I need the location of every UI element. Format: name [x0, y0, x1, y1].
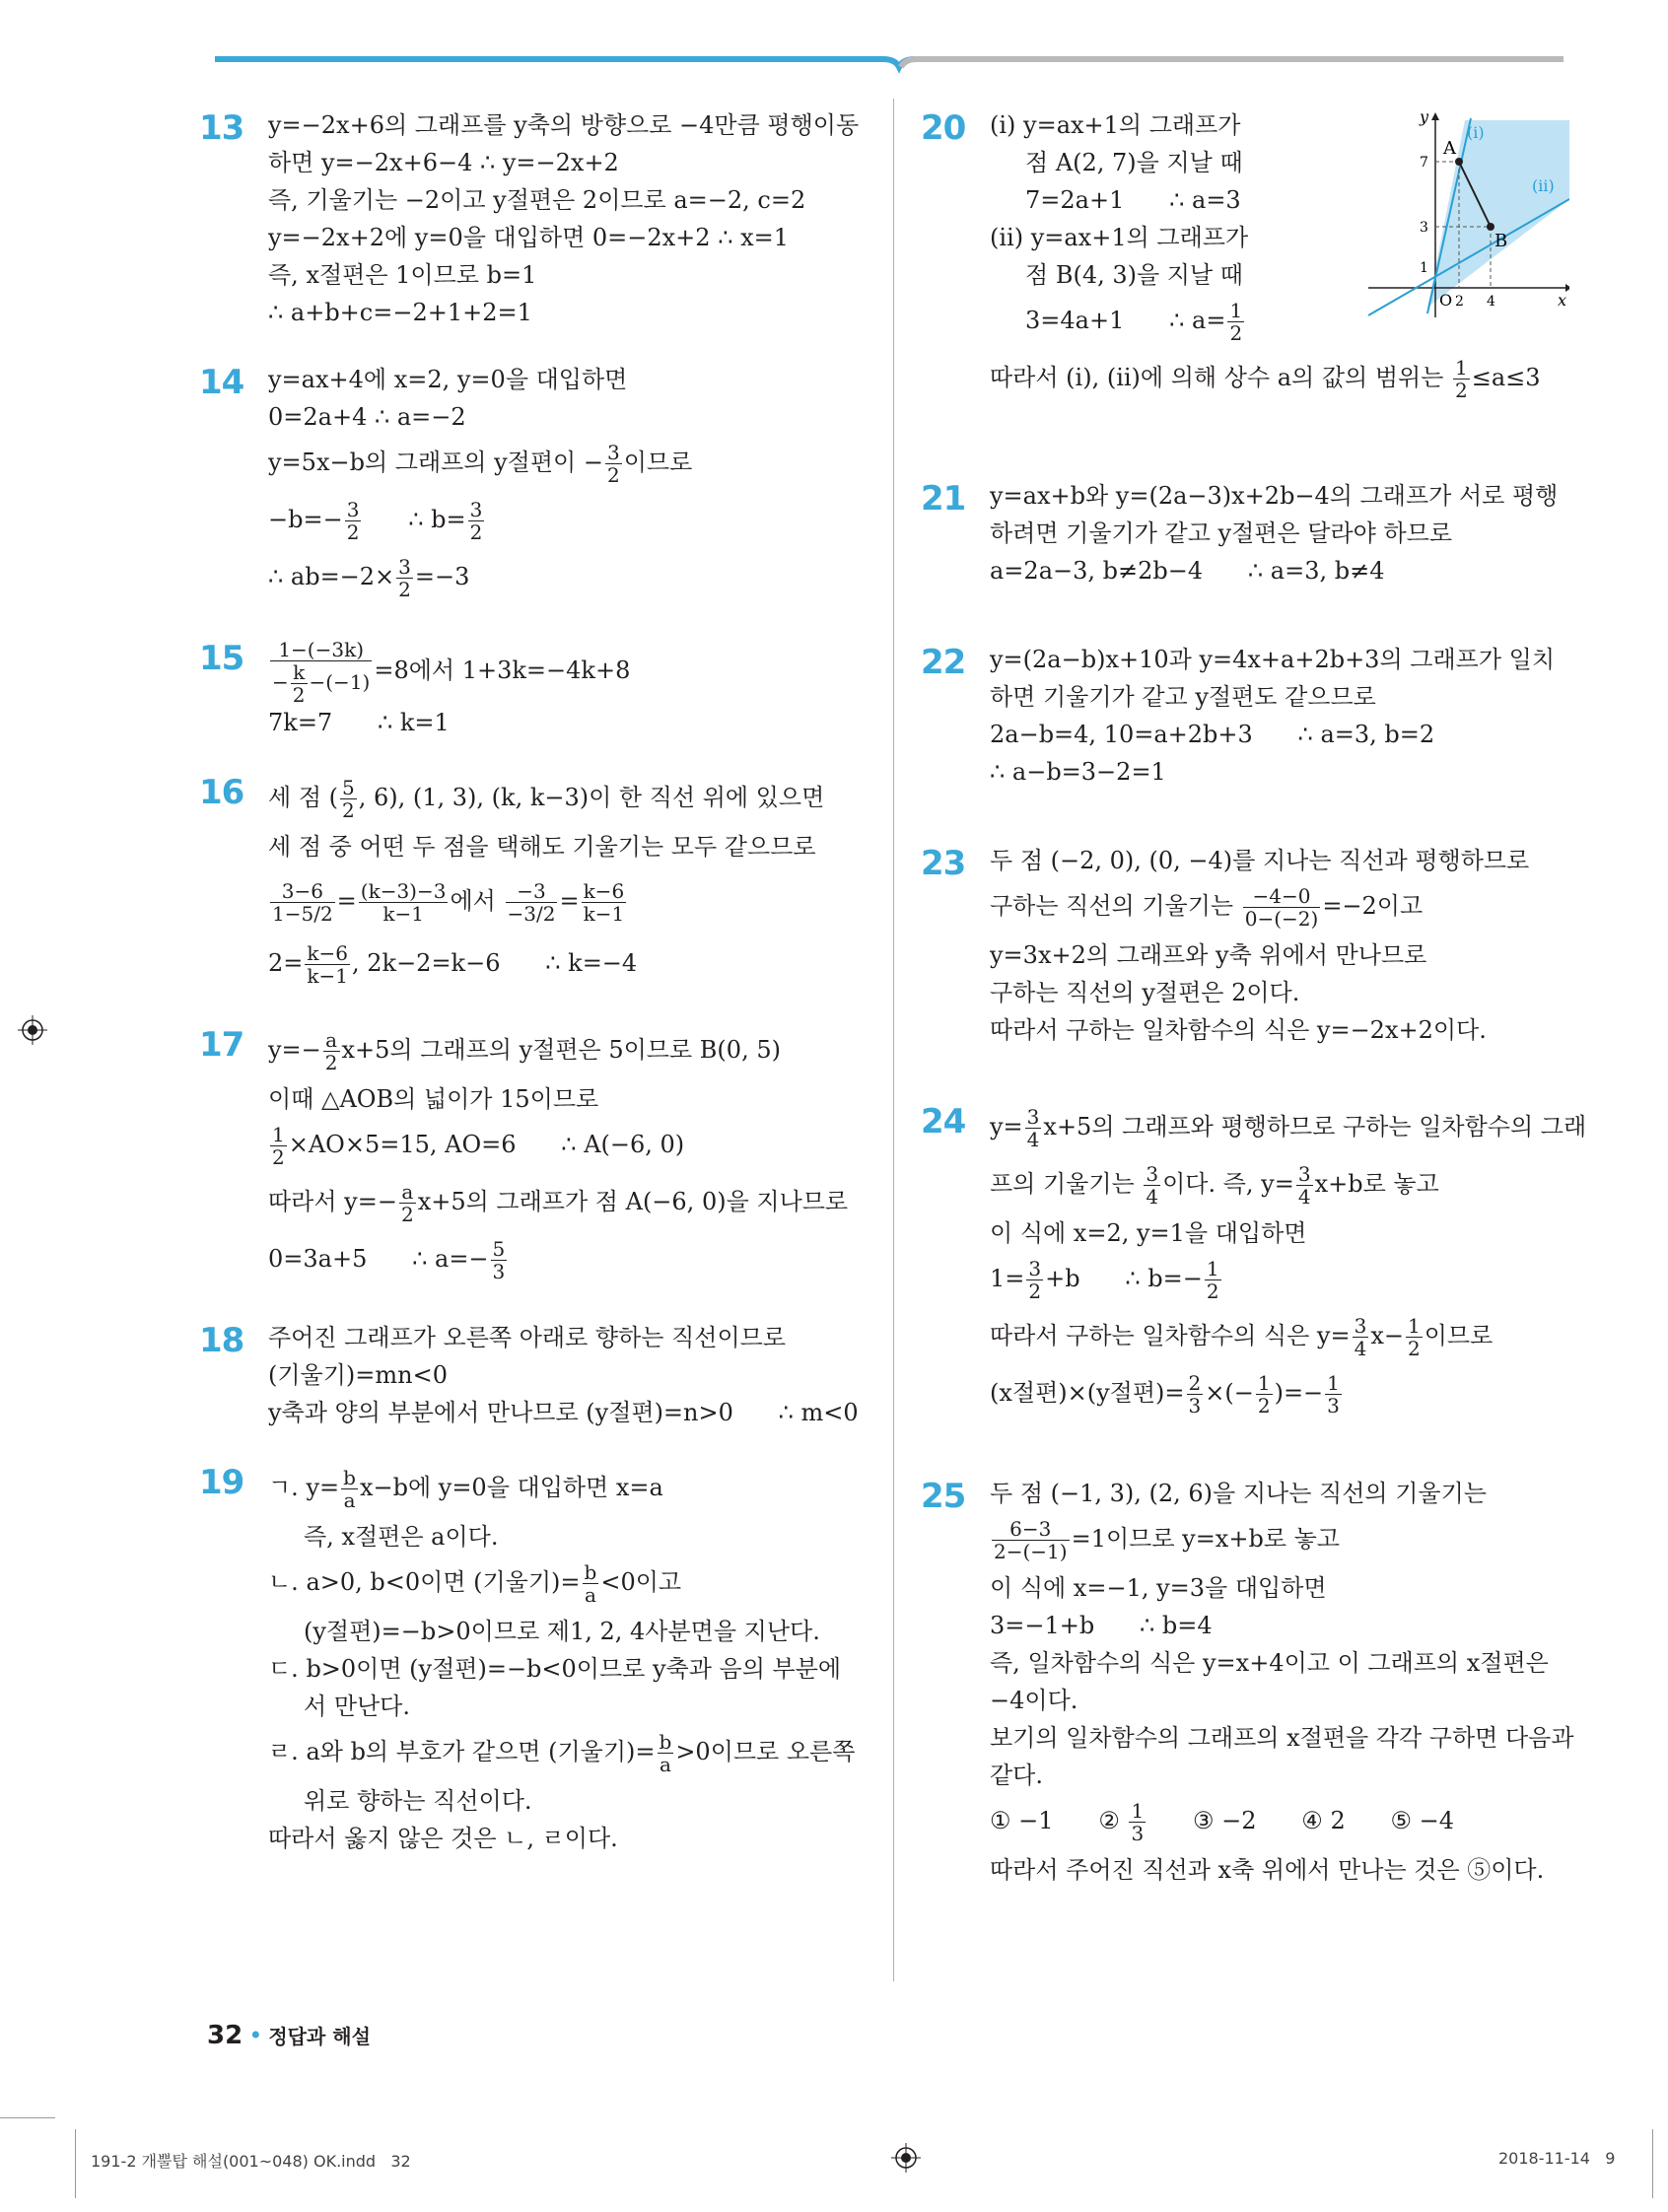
- text-line: 보기의 일차함수의 그래프의 x절편을 각각 구하면 다음과: [990, 1724, 1574, 1752]
- text-line: 1= $\frac{3}{2}$ +b ∴ b=− $\frac{1}{2}$: [990, 1257, 1219, 1303]
- fraction: $\frac{3}{2}$: [606, 441, 620, 487]
- text-line: ㄴ. a>0, b<0이면 (기울기)= $\frac{b}{a}$ <0이고: [268, 1560, 682, 1607]
- text-line: 이 식에 x=−1, y=3을 대입하면: [990, 1574, 1327, 1602]
- fraction: $\frac{a}{2}$: [324, 1028, 338, 1074]
- choice-2: ② $\frac{1}{3}$: [1098, 1799, 1145, 1845]
- text-line: ㄱ. y= $\frac{b}{a}$ x−b에 y=0을 대입하면 x=a: [268, 1466, 663, 1512]
- fraction: $\frac{b}{a}$: [343, 1466, 356, 1512]
- text-line: $\frac{1}{2}$ ×AO×5=15, AO=6 ∴ A(−6, 0): [272, 1123, 685, 1169]
- choice-1: ① −1: [990, 1807, 1054, 1834]
- text-line: (ⅰ) y=ax+1의 그래프가: [990, 111, 1241, 139]
- label-y-axis: y: [1420, 110, 1429, 126]
- fraction: 1−(−3k) − $\frac{k}{2}$ −(−1): [272, 637, 371, 707]
- text-line: (x절편)×(y절편)= $\frac{2}{3}$ ×(− $\frac{1}{2}$ )=− $\frac{1}{3}$: [990, 1371, 1340, 1417]
- tick-x-2: 2: [1455, 294, 1464, 310]
- text-line: 따라서 주어진 직선과 x축 위에서 만나는 것은 ⑤이다.: [990, 1856, 1545, 1884]
- section-label: 정답과 해설: [268, 2025, 371, 2048]
- problem-15: [199, 637, 858, 741]
- column-divider: [893, 99, 894, 1981]
- fraction: $\frac{1}{3}$: [1327, 1371, 1340, 1417]
- crop-mark: [75, 2129, 76, 2198]
- registration-mark-icon: [18, 1015, 47, 1045]
- text-line: 하면 y=−2x+6−4 ∴ y=−2x+2: [268, 149, 619, 176]
- fraction: $\frac{3}{2}$: [1028, 1257, 1042, 1303]
- fraction: $\frac{3}{4}$: [1026, 1105, 1040, 1151]
- problem-number: 25: [921, 1477, 966, 1516]
- text-line: 즉, 기울기는 −2이고 y절편은 2이므로 a=−2, c=2: [268, 186, 806, 214]
- page-footer: [207, 2021, 371, 2050]
- crop-mark: [1652, 2129, 1653, 2198]
- fraction: $\frac{k-6}{k-1}$: [307, 941, 348, 988]
- text-line: a=2a−3, b≠2b−4 ∴ a=3, b≠4: [990, 557, 1385, 585]
- problem-14: [199, 361, 858, 607]
- text-line: y=5x−b의 그래프의 y절편이 − $\frac{3}{2}$ 이므로: [268, 441, 693, 487]
- text-line: 즉, 일차함수의 식은 y=x+4이고 이 그래프의 x절편은: [990, 1649, 1549, 1677]
- text-line: ∴ ab=−2× $\frac{3}{2}$ =−3: [268, 555, 470, 601]
- text-line: 세 점 중 어떤 두 점을 택해도 기울기는 모두 같으므로: [268, 833, 816, 861]
- problem-number: 23: [921, 844, 966, 883]
- problem-19: [199, 1461, 858, 1857]
- print-slug-date: 2018-11-14 9: [1498, 2149, 1616, 2168]
- fraction: $\frac{1}{2}$: [272, 1123, 285, 1169]
- fraction: $\frac{(k-3)-3}{k-1}$: [360, 879, 447, 926]
- text-line: (기울기)=mn<0: [268, 1361, 448, 1389]
- fraction: $\frac{3-6}{1-5/2}$: [272, 879, 333, 926]
- text-line: 3=−1+b ∴ b=4: [990, 1612, 1213, 1639]
- text-line: 이 식에 x=2, y=1을 대입하면: [990, 1219, 1307, 1247]
- problem-number: 22: [921, 643, 966, 682]
- text-line: −4이다.: [990, 1687, 1078, 1714]
- problem-number: 24: [921, 1102, 966, 1141]
- header-bar: [215, 55, 1564, 75]
- text-line: −b=− $\frac{3}{2}$ ∴ b= $\frac{3}{2}$: [268, 498, 483, 544]
- right-column: [921, 106, 1587, 1918]
- tick-y-1: 1: [1420, 260, 1428, 276]
- text-line: 1−(−3k) − $\frac{k}{2}$ −(−1) =8에서 1+3k=−4k+8: [272, 637, 631, 707]
- registration-mark-icon: [891, 2143, 921, 2173]
- left-column: [199, 106, 860, 1887]
- crop-mark: [0, 2117, 55, 2118]
- text-line: 하면 기울기가 같고 y절편도 같으므로: [990, 683, 1376, 711]
- problem-number: 14: [199, 363, 244, 402]
- text-line: 따라서 구하는 일차함수의 식은 y=−2x+2이다.: [990, 1016, 1487, 1044]
- text-line: y축과 양의 부분에서 만나므로 (y절편)=n>0 ∴ m<0: [268, 1399, 859, 1426]
- text-line: 이때 △AOB의 넓이가 15이므로: [268, 1085, 599, 1113]
- fraction: $\frac{-3}{-3/2}$: [507, 879, 556, 926]
- text-line: 같다.: [990, 1762, 1043, 1789]
- problem-23: [921, 842, 1569, 1049]
- problem-number: 16: [199, 773, 244, 812]
- text-line: $\frac{6-3}{2-(-1)}$ =1이므로 y=x+b로 놓고: [994, 1517, 1340, 1563]
- text-line: 따라서 y=− $\frac{a}{2}$ x+5의 그래프가 점 A(−6, 0)을 지나므로: [268, 1180, 849, 1226]
- choice-5: ⑤ −4: [1390, 1807, 1455, 1834]
- text-line: ∴ a+b+c=−2+1+2=1: [268, 299, 532, 326]
- text-line: (y절편)=−b>0이므로 제1, 2, 4사분면을 지난다.: [304, 1618, 820, 1645]
- problem-13: [199, 106, 860, 331]
- text-line: 0=3a+5 ∴ a=− $\frac{5}{3}$: [268, 1237, 506, 1283]
- fraction: $\frac{b}{a}$: [659, 1730, 672, 1776]
- text-line: 점 A(2, 7)을 지날 때: [1025, 149, 1243, 176]
- text-line: ㄹ. a와 b의 부호가 같으면 (기울기)= $\frac{b}{a}$ >0이므로 오른쪽: [268, 1730, 856, 1776]
- text-line: 즉, x절편은 1이므로 b=1: [268, 261, 537, 289]
- fraction: $\frac{1}{2}$: [1206, 1257, 1219, 1303]
- problem-25: [921, 1475, 1574, 1889]
- text-line: ∴ a−b=3−2=1: [990, 758, 1166, 786]
- fraction: $\frac{1}{2}$: [1229, 299, 1243, 345]
- text-line: 위로 향하는 직선이다.: [304, 1787, 532, 1815]
- label-a: A: [1443, 138, 1456, 159]
- problem-16: [199, 771, 858, 994]
- problem-number: 21: [921, 479, 966, 518]
- text-line: y=−2x+6의 그래프를 y축의 방향으로 −4만큼 평행이동: [268, 111, 860, 139]
- text-line: 0=2a+4 ∴ a=−2: [268, 403, 466, 431]
- text-line: 구하는 직선의 y절편은 2이다.: [990, 979, 1300, 1006]
- text-line: 구하는 직선의 기울기는 $\frac{-4-0}{0-(-2)}$ =−2이고: [990, 884, 1424, 931]
- text-line: y=(2a−b)x+10과 y=4x+a+2b+3의 그래프가 일치: [990, 646, 1555, 673]
- problem-number: 15: [199, 639, 244, 678]
- problem-number: 20: [921, 108, 966, 148]
- problem-17: [199, 1023, 858, 1289]
- fraction: $\frac{a}{2}$: [400, 1180, 414, 1226]
- fraction: $\frac{3}{4}$: [1146, 1162, 1159, 1209]
- fraction: $\frac{3}{4}$: [1354, 1314, 1367, 1360]
- text-line: y=−2x+2에 y=0을 대입하면 0=−2x+2 ∴ x=1: [268, 224, 790, 251]
- label-b: B: [1494, 231, 1508, 251]
- point-b-dot: [1487, 223, 1494, 231]
- fraction: $\frac{-4-0}{0-(-2)}$: [1244, 884, 1319, 931]
- problem-22: [921, 641, 1569, 791]
- text-line: 7=2a+1 ∴ a=3: [1025, 186, 1241, 214]
- problem-18: [199, 1319, 859, 1431]
- point-a-dot: [1455, 158, 1463, 166]
- text-line: $\frac{3-6}{1-5/2}$ = $\frac{(k-3)-3}{k-1}$ 에서 $\frac{-3}{-3/2}$ = $\frac{k-6}{k-1}$: [272, 879, 625, 926]
- choices-line: [990, 1794, 1569, 1851]
- text-line: 두 점 (−2, 0), (0, −4)를 지나는 직선과 평행하므로: [990, 847, 1530, 874]
- problem-24: [921, 1100, 1587, 1423]
- fraction: $\frac{5}{3}$: [492, 1237, 506, 1283]
- label-line-i: (ⅰ): [1467, 123, 1485, 142]
- bullet-icon: •: [248, 2022, 263, 2049]
- fraction: $\frac{b}{a}$: [584, 1560, 597, 1607]
- text-line: y=ax+4에 x=2, y=0을 대입하면: [268, 366, 628, 393]
- fraction: $\frac{1}{2}$: [1407, 1314, 1421, 1360]
- text-line: 3=4a+1 ∴ a= $\frac{1}{2}$: [1025, 299, 1243, 345]
- label-origin: O: [1439, 291, 1453, 310]
- text-line: 따라서 옳지 않은 것은 ㄴ, ㄹ이다.: [268, 1825, 618, 1852]
- text-line: 서 만난다.: [304, 1693, 410, 1720]
- text-line: y=3x+2의 그래프와 y축 위에서 만나므로: [990, 941, 1427, 969]
- fraction: $\frac{1}{2}$: [1257, 1371, 1271, 1417]
- text-line: 2= $\frac{k-6}{k-1}$ , 2k−2=k−6 ∴ k=−4: [268, 941, 638, 988]
- fraction: $\frac{6-3}{2-(-1)}$: [994, 1517, 1068, 1563]
- problem-number: 13: [199, 108, 244, 148]
- text-line: ㄷ. b>0이면 (y절편)=−b<0이므로 y축과 음의 부분에: [268, 1655, 842, 1683]
- text-line: (ⅱ) y=ax+1의 그래프가: [990, 224, 1249, 251]
- text-line: 7k=7 ∴ k=1: [268, 709, 450, 736]
- print-slug-file: 191-2 개뿔탑 해설(001~048) OK.indd 32: [91, 2152, 411, 2171]
- tick-y-7: 7: [1420, 155, 1428, 171]
- text-line: y=− $\frac{a}{2}$ x+5의 그래프의 y절편은 5이므로 B(0, 5): [268, 1028, 781, 1074]
- fraction: $\frac{5}{2}$: [342, 776, 355, 822]
- text-line: 따라서 구하는 일차함수의 식은 y= $\frac{3}{4}$ x− $\frac{1}{2}$ 이므로: [990, 1314, 1494, 1360]
- text-line: y=ax+b와 y=(2a−3)x+2b−4의 그래프가 서로 평행: [990, 482, 1559, 510]
- text-line: y= $\frac{3}{4}$ x+5의 그래프와 평행하므로 구하는 일차함수의 그래: [990, 1105, 1587, 1151]
- choice-4: ④ 2: [1301, 1807, 1346, 1834]
- page-number: 32: [207, 2021, 243, 2050]
- text-line: 따라서 (ⅰ), (ⅱ)에 의해 상수 a의 값의 범위는 $\frac{1}{2}$ ≤a≤3: [990, 356, 1541, 402]
- fraction: $\frac{3}{2}$: [398, 555, 411, 601]
- text-line: 하려면 기울기가 같고 y절편은 달라야 하므로: [990, 519, 1453, 547]
- tick-x-4: 4: [1487, 294, 1495, 310]
- fraction: $\frac{1}{2}$: [1455, 356, 1468, 402]
- problem-number: 18: [199, 1321, 244, 1360]
- fraction: $\frac{3}{2}$: [346, 498, 360, 544]
- fraction: $\frac{3}{4}$: [1297, 1162, 1311, 1209]
- problem-20-graph: [1368, 110, 1569, 317]
- fraction: $\frac{k-6}{k-1}$: [583, 879, 625, 926]
- text-line: 점 B(4, 3)을 지날 때: [1025, 261, 1243, 289]
- choice-3: ③ −2: [1192, 1807, 1257, 1834]
- problem-number: 19: [199, 1463, 244, 1502]
- fraction: $\frac{2}{3}$: [1188, 1371, 1202, 1417]
- problem-number: 17: [199, 1025, 244, 1065]
- problem-21: [921, 477, 1569, 589]
- label-line-ii: (ⅱ): [1532, 176, 1555, 195]
- y-axis-arrow: [1431, 112, 1439, 120]
- fraction: $\frac{3}{2}$: [469, 498, 483, 544]
- text-line: 프의 기울기는 $\frac{3}{4}$ 이다. 즉, y= $\frac{3}{4}$ x+b로 놓고: [990, 1162, 1439, 1209]
- text-line: 주어진 그래프가 오른쪽 아래로 향하는 직선이므로: [268, 1324, 787, 1351]
- label-x-axis: x: [1558, 291, 1567, 310]
- text-line: 즉, x절편은 a이다.: [304, 1523, 499, 1551]
- text-line: 세 점 ( $\frac{5}{2}$ , 6), (1, 3), (k, k−3)이 한 직선 위에 있으면: [268, 776, 825, 822]
- tick-y-3: 3: [1420, 220, 1428, 236]
- text-line: 2a−b=4, 10=a+2b+3 ∴ a=3, b=2: [990, 721, 1435, 748]
- text-line: 두 점 (−1, 3), (2, 6)을 지나는 직선의 기울기는: [990, 1480, 1487, 1507]
